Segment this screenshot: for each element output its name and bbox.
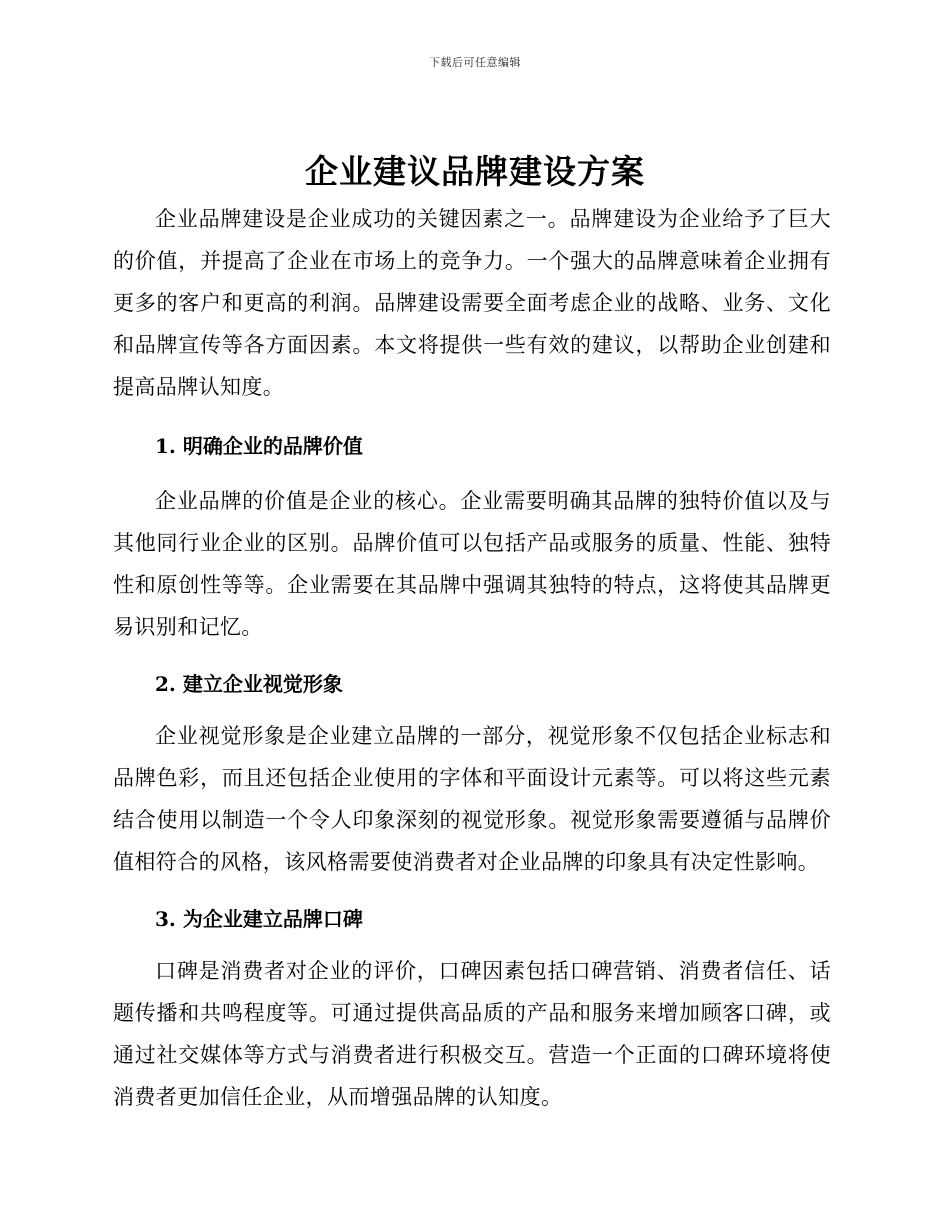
section-heading-1: 1. 明确企业的品牌价值 [155,434,363,458]
section-heading-3: 3. 为企业建立品牌口碑 [155,907,363,931]
section-body-1: 企业品牌的价值是企业的核心。企业需要明确其品牌的独特价值以及与其他同行业企业的区别。品牌价值可以包括产品或服务的质量、性能、独特性和原创性等等。企业需要在其品牌中强调其独特的特点，这将使其品牌更易识别和记忆。 [113,489,831,639]
document-title: 企业建议品牌建设方案 [305,152,645,191]
section-body-2: 企业视觉形象是企业建立品牌的一部分，视觉形象不仅包括企业标志和品牌色彩，而且还包括企业使用的字体和平面设计元素等。可以将这些元素结合使用以制造一个令人印象深刻的视觉形象。视觉形象需要遵循与品牌价值相符合的风格，该风格需要使消费者对企业品牌的印象具有决定性影响。 [113,724,831,874]
header-note: 下载后可任意编辑 [429,56,521,69]
section-heading-2: 2. 建立企业视觉形象 [155,672,343,696]
section-body-3: 口碑是消费者对企业的评价，口碑因素包括口碑营销、消费者信任、话题传播和共鸣程度等。可通过提供高品质的产品和服务来增加顾客口碑，或通过社交媒体等方式与消费者进行积极交互。营造一个正面的口碑环境将使消费者更加信任企业，从而增强品牌的认知度。 [113,959,831,1109]
intro-paragraph: 企业品牌建设是企业成功的关键因素之一。品牌建设为企业给予了巨大的价值，并提高了企业在市场上的竞争力。一个强大的品牌意味着企业拥有更多的客户和更高的利润。品牌建设需要全面考虑企业的战略、业务、文化和品牌宣传等各方面因素。本文将提供一些有效的建议，以帮助企业创建和提高品牌认知度。 [113,207,831,399]
